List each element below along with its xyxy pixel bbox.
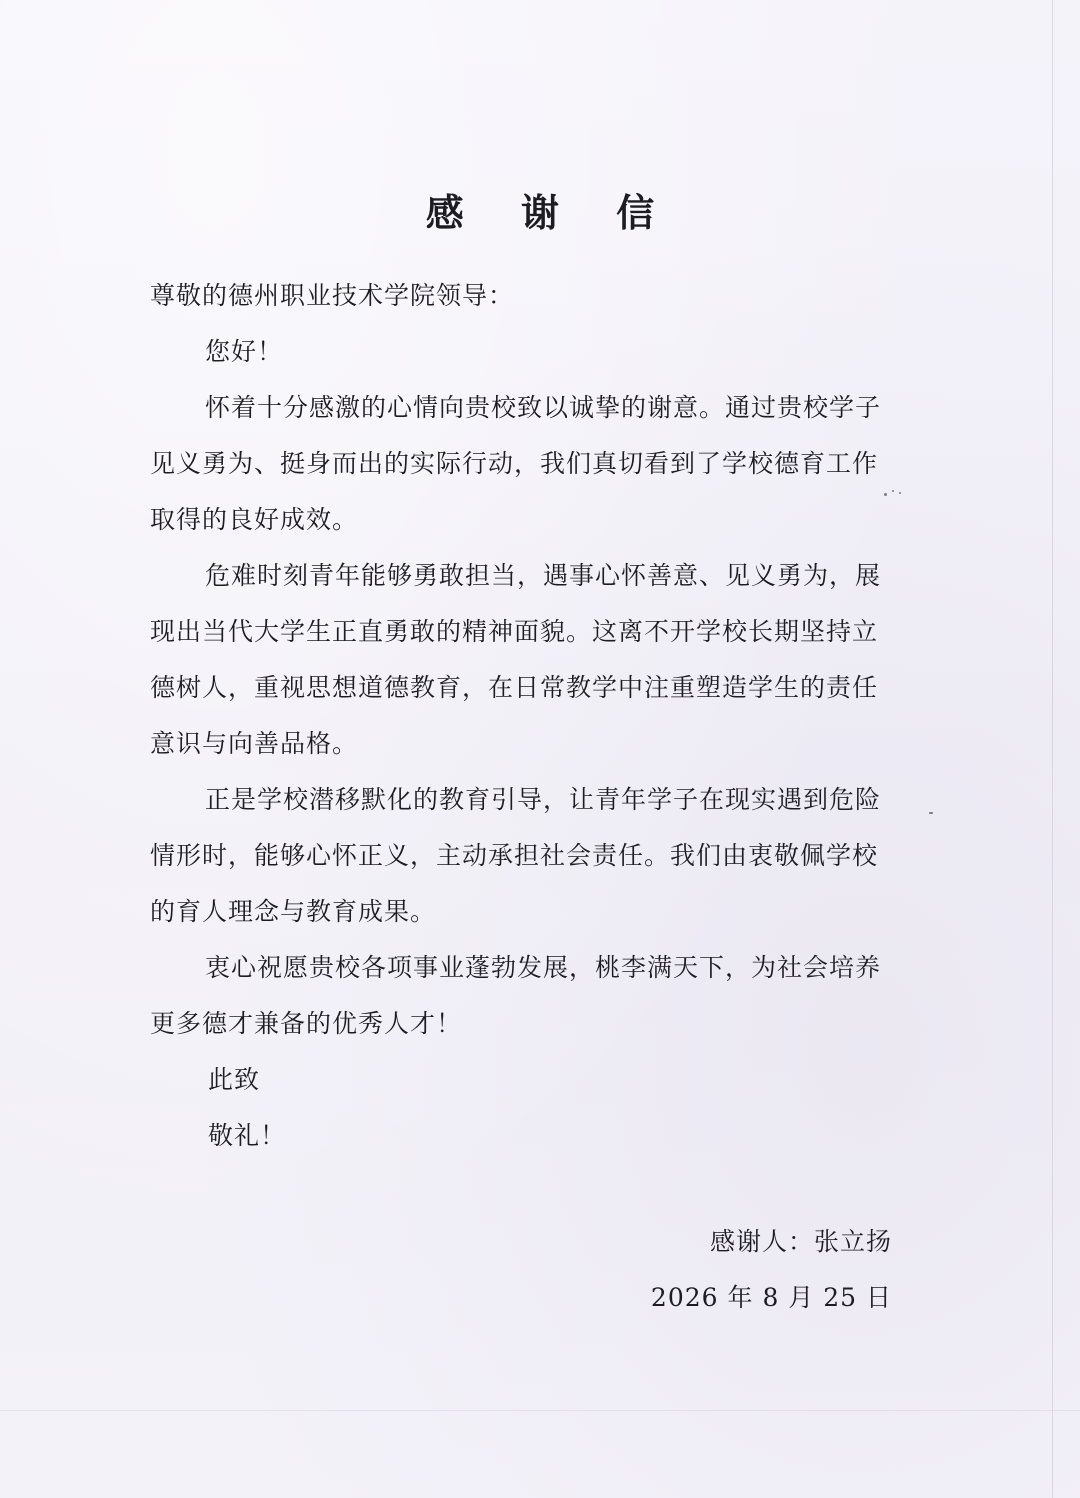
paragraph-line: 的育人理念与教育成果。 xyxy=(150,897,437,926)
paragraph-line: 德树人，重视思想道德教育，在日常教学中注重塑造学生的责任 xyxy=(150,673,879,702)
print-speck xyxy=(929,812,933,814)
greeting: 您好！ xyxy=(205,337,284,366)
paragraph-line: 危难时刻青年能够勇敢担当，遇事心怀善意、见义勇为，展 xyxy=(205,561,882,590)
print-speck xyxy=(884,493,887,496)
signature: 感谢人：张立扬 xyxy=(709,1227,892,1256)
paragraph-line: 衷心祝愿贵校各项事业蓬勃发展，桃李满天下，为社会培养 xyxy=(205,953,882,982)
paragraph-line: 更多德才兼备的优秀人才！ xyxy=(150,1009,463,1038)
paragraph-line: 情形时，能够心怀正义，主动承担社会责任。我们由衷敬佩学校 xyxy=(150,841,879,870)
paragraph-line: 正是学校潜移默化的教育引导，让青年学子在现实遇到危险 xyxy=(205,785,882,814)
print-speck xyxy=(899,492,901,494)
paragraph-line: 怀着十分感激的心情向贵校致以诚挚的谢意。通过贵校学子 xyxy=(205,393,882,422)
paper-crease xyxy=(0,1410,1080,1411)
print-speck xyxy=(892,490,894,492)
paragraph-line: 意识与向善品格。 xyxy=(150,729,359,758)
paragraph-line: 取得的良好成效。 xyxy=(150,505,359,534)
date: 2026 年 8 月 25 日 xyxy=(650,1283,892,1312)
closing-jingli: 敬礼！ xyxy=(208,1121,287,1150)
closing-cizhi: 此致 xyxy=(208,1065,261,1094)
paragraph-line: 见义勇为、挺身而出的实际行动，我们真切看到了学校德育工作 xyxy=(150,449,879,478)
paragraph-line: 现出当代大学生正直勇敢的精神面貌。这离不开学校长期坚持立 xyxy=(150,617,879,646)
salutation: 尊敬的德州职业技术学院领导： xyxy=(150,281,515,310)
letter-title: 感 谢 信 xyxy=(425,191,677,235)
